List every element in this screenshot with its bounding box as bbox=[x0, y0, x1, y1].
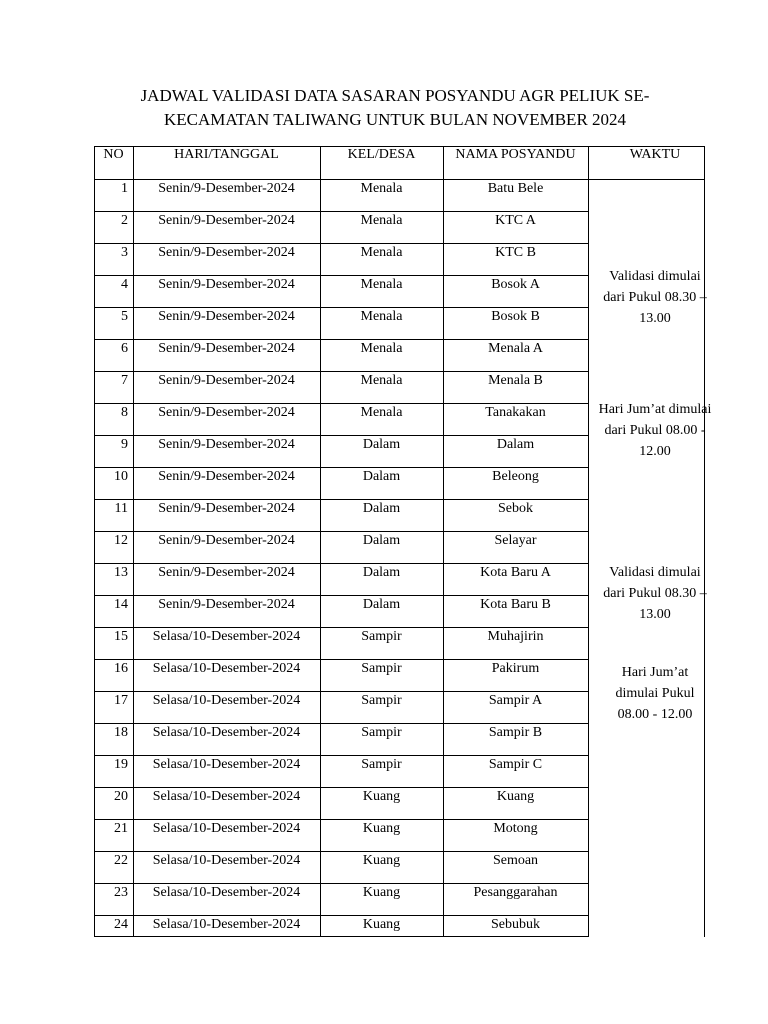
waktu-note bbox=[588, 399, 722, 462]
cell-posyandu: Sampir A bbox=[488, 693, 543, 708]
waktu-note-line: 08.00 - 12.00 bbox=[617, 707, 693, 722]
row-separator bbox=[94, 819, 589, 820]
row-separator bbox=[94, 339, 589, 340]
row-separator bbox=[94, 307, 589, 308]
cell-no: 5 bbox=[121, 309, 128, 324]
cell-no: 24 bbox=[114, 917, 128, 932]
waktu-note-line: Validasi dimulai bbox=[609, 565, 701, 580]
header-posyandu: NAMA POSYANDU bbox=[455, 147, 576, 162]
cell-no: 6 bbox=[121, 341, 128, 356]
cell-desa: Menala bbox=[360, 309, 403, 324]
cell-no: 12 bbox=[114, 533, 128, 548]
cell-no: 10 bbox=[114, 469, 128, 484]
cell-hari: Selasa/10-Desember-2024 bbox=[152, 725, 301, 740]
cell-hari: Senin/9-Desember-2024 bbox=[158, 501, 295, 516]
cell-no: 16 bbox=[114, 661, 128, 676]
title-line-1: JADWAL VALIDASI DATA SASARAN POSYANDU AGR PELIUK SE- bbox=[140, 86, 650, 105]
cell-no: 17 bbox=[114, 693, 128, 708]
table-top-border bbox=[94, 146, 705, 147]
cell-desa: Menala bbox=[360, 213, 403, 228]
column-border bbox=[133, 146, 134, 937]
cell-desa: Dalam bbox=[362, 469, 401, 484]
cell-desa: Kuang bbox=[362, 885, 401, 900]
waktu-note-line: 13.00 bbox=[639, 311, 671, 326]
cell-desa: Menala bbox=[360, 405, 403, 420]
waktu-note bbox=[588, 266, 722, 329]
cell-posyandu: Selayar bbox=[494, 533, 537, 548]
cell-no: 11 bbox=[114, 501, 128, 516]
cell-desa: Dalam bbox=[362, 533, 401, 548]
cell-hari: Senin/9-Desember-2024 bbox=[158, 597, 295, 612]
row-separator bbox=[94, 435, 589, 436]
cell-desa: Dalam bbox=[362, 437, 401, 452]
cell-posyandu: Sebok bbox=[498, 501, 533, 516]
row-separator bbox=[94, 499, 589, 500]
cell-posyandu: Kuang bbox=[496, 789, 535, 804]
waktu-note bbox=[588, 562, 722, 625]
cell-hari: Senin/9-Desember-2024 bbox=[158, 309, 295, 324]
row-separator bbox=[94, 723, 589, 724]
title-line-2: KECAMATAN TALIWANG UNTUK BULAN NOVEMBER 2024 bbox=[163, 110, 627, 129]
cell-desa: Sampir bbox=[361, 629, 402, 644]
cell-desa: Sampir bbox=[361, 661, 402, 676]
waktu-note-line: dari Pukul 08.00 - bbox=[604, 423, 706, 438]
waktu-note-line: dimulai Pukul bbox=[615, 686, 695, 701]
cell-no: 19 bbox=[114, 757, 128, 772]
document-title bbox=[100, 84, 690, 132]
cell-no: 8 bbox=[121, 405, 128, 420]
cell-hari: Selasa/10-Desember-2024 bbox=[152, 693, 301, 708]
row-separator bbox=[94, 179, 589, 180]
cell-hari: Selasa/10-Desember-2024 bbox=[152, 789, 301, 804]
cell-no: 9 bbox=[121, 437, 128, 452]
row-separator bbox=[94, 787, 589, 788]
cell-no: 18 bbox=[114, 725, 128, 740]
column-border bbox=[588, 146, 589, 937]
cell-posyandu: Beleong bbox=[492, 469, 539, 484]
waktu-note-line: Hari Jum’at bbox=[621, 665, 689, 680]
cell-hari: Selasa/10-Desember-2024 bbox=[152, 853, 301, 868]
row-separator bbox=[94, 851, 589, 852]
cell-posyandu: KTC A bbox=[495, 213, 536, 228]
row-separator bbox=[94, 275, 589, 276]
waktu-note-line: dari Pukul 08.30 – bbox=[603, 290, 707, 305]
waktu-note-line: 12.00 bbox=[639, 444, 671, 459]
row-separator bbox=[94, 883, 589, 884]
cell-posyandu: Sebubuk bbox=[491, 917, 540, 932]
header-no: NO bbox=[103, 147, 124, 162]
cell-posyandu: Semoan bbox=[492, 853, 539, 868]
row-separator bbox=[94, 467, 589, 468]
cell-hari: Senin/9-Desember-2024 bbox=[158, 373, 295, 388]
cell-posyandu: KTC B bbox=[495, 245, 536, 260]
column-border bbox=[320, 146, 321, 937]
cell-hari: Selasa/10-Desember-2024 bbox=[152, 661, 301, 676]
cell-no: 4 bbox=[121, 277, 128, 292]
cell-posyandu: Menala A bbox=[488, 341, 543, 356]
cell-hari: Senin/9-Desember-2024 bbox=[158, 245, 295, 260]
cell-hari: Senin/9-Desember-2024 bbox=[158, 533, 295, 548]
cell-no: 3 bbox=[121, 245, 128, 260]
row-separator bbox=[94, 659, 589, 660]
cell-desa: Dalam bbox=[362, 565, 401, 580]
column-border bbox=[443, 146, 444, 937]
cell-posyandu: Dalam bbox=[496, 437, 535, 452]
cell-posyandu: Kota Baru A bbox=[480, 565, 551, 580]
cell-desa: Kuang bbox=[362, 917, 401, 932]
cell-no: 15 bbox=[114, 629, 128, 644]
cell-posyandu: Sampir B bbox=[488, 725, 543, 740]
cell-hari: Senin/9-Desember-2024 bbox=[158, 437, 295, 452]
waktu-note-line: dari Pukul 08.30 – bbox=[603, 586, 707, 601]
cell-no: 14 bbox=[114, 597, 128, 612]
table-right-border bbox=[704, 146, 705, 937]
waktu-header-border bbox=[588, 179, 705, 180]
cell-desa: Sampir bbox=[361, 725, 402, 740]
cell-no: 21 bbox=[114, 821, 128, 836]
row-separator bbox=[94, 755, 589, 756]
cell-posyandu: Batu Bele bbox=[487, 181, 544, 196]
cell-desa: Sampir bbox=[361, 757, 402, 772]
cell-desa: Menala bbox=[360, 341, 403, 356]
cell-hari: Selasa/10-Desember-2024 bbox=[152, 757, 301, 772]
waktu-note bbox=[588, 662, 722, 725]
cell-no: 20 bbox=[114, 789, 128, 804]
row-separator bbox=[94, 243, 589, 244]
row-separator bbox=[94, 691, 589, 692]
row-separator bbox=[94, 595, 589, 596]
waktu-note-line: Hari Jum’at dimulai bbox=[598, 402, 712, 417]
header-hari: HARI/TANGGAL bbox=[174, 147, 279, 162]
cell-hari: Senin/9-Desember-2024 bbox=[158, 469, 295, 484]
row-separator bbox=[94, 563, 589, 564]
cell-posyandu: Pakirum bbox=[491, 661, 540, 676]
cell-posyandu: Motong bbox=[493, 821, 538, 836]
header-desa: KEL/DESA bbox=[347, 147, 416, 162]
row-separator bbox=[94, 371, 589, 372]
cell-hari: Senin/9-Desember-2024 bbox=[158, 405, 295, 420]
column-border bbox=[94, 146, 95, 937]
cell-desa: Dalam bbox=[362, 597, 401, 612]
cell-no: 1 bbox=[121, 181, 128, 196]
cell-posyandu: Muhajirin bbox=[487, 629, 544, 644]
cell-posyandu: Pesanggarahan bbox=[473, 885, 558, 900]
waktu-note-line: Validasi dimulai bbox=[609, 269, 701, 284]
cell-desa: Menala bbox=[360, 181, 403, 196]
cell-desa: Menala bbox=[360, 245, 403, 260]
cell-no: 22 bbox=[114, 853, 128, 868]
cell-no: 23 bbox=[114, 885, 128, 900]
row-separator bbox=[94, 211, 589, 212]
cell-hari: Selasa/10-Desember-2024 bbox=[152, 885, 301, 900]
cell-hari: Selasa/10-Desember-2024 bbox=[152, 821, 301, 836]
cell-hari: Senin/9-Desember-2024 bbox=[158, 213, 295, 228]
cell-posyandu: Menala B bbox=[488, 373, 543, 388]
row-separator bbox=[94, 531, 589, 532]
cell-no: 7 bbox=[121, 373, 128, 388]
cell-posyandu: Tanakakan bbox=[485, 405, 546, 420]
cell-desa: Kuang bbox=[362, 821, 401, 836]
cell-desa: Kuang bbox=[362, 853, 401, 868]
row-separator bbox=[94, 627, 589, 628]
cell-posyandu: Sampir C bbox=[488, 757, 543, 772]
cell-hari: Senin/9-Desember-2024 bbox=[158, 181, 295, 196]
cell-no: 2 bbox=[121, 213, 128, 228]
cell-posyandu: Bosok A bbox=[491, 277, 540, 292]
row-separator bbox=[94, 403, 589, 404]
cell-hari: Senin/9-Desember-2024 bbox=[158, 341, 295, 356]
header-waktu: WAKTU bbox=[629, 147, 681, 162]
cell-desa: Sampir bbox=[361, 693, 402, 708]
cell-desa: Menala bbox=[360, 277, 403, 292]
cell-desa: Menala bbox=[360, 373, 403, 388]
cell-posyandu: Kota Baru B bbox=[480, 597, 551, 612]
waktu-note-line: 13.00 bbox=[639, 607, 671, 622]
cell-desa: Kuang bbox=[362, 789, 401, 804]
row-separator bbox=[94, 915, 589, 916]
table-bottom-border bbox=[94, 936, 589, 937]
cell-hari: Senin/9-Desember-2024 bbox=[158, 565, 295, 580]
cell-hari: Selasa/10-Desember-2024 bbox=[152, 629, 301, 644]
cell-desa: Dalam bbox=[362, 501, 401, 516]
cell-hari: Selasa/10-Desember-2024 bbox=[152, 917, 301, 932]
cell-hari: Senin/9-Desember-2024 bbox=[158, 277, 295, 292]
cell-no: 13 bbox=[114, 565, 128, 580]
cell-posyandu: Bosok B bbox=[491, 309, 540, 324]
